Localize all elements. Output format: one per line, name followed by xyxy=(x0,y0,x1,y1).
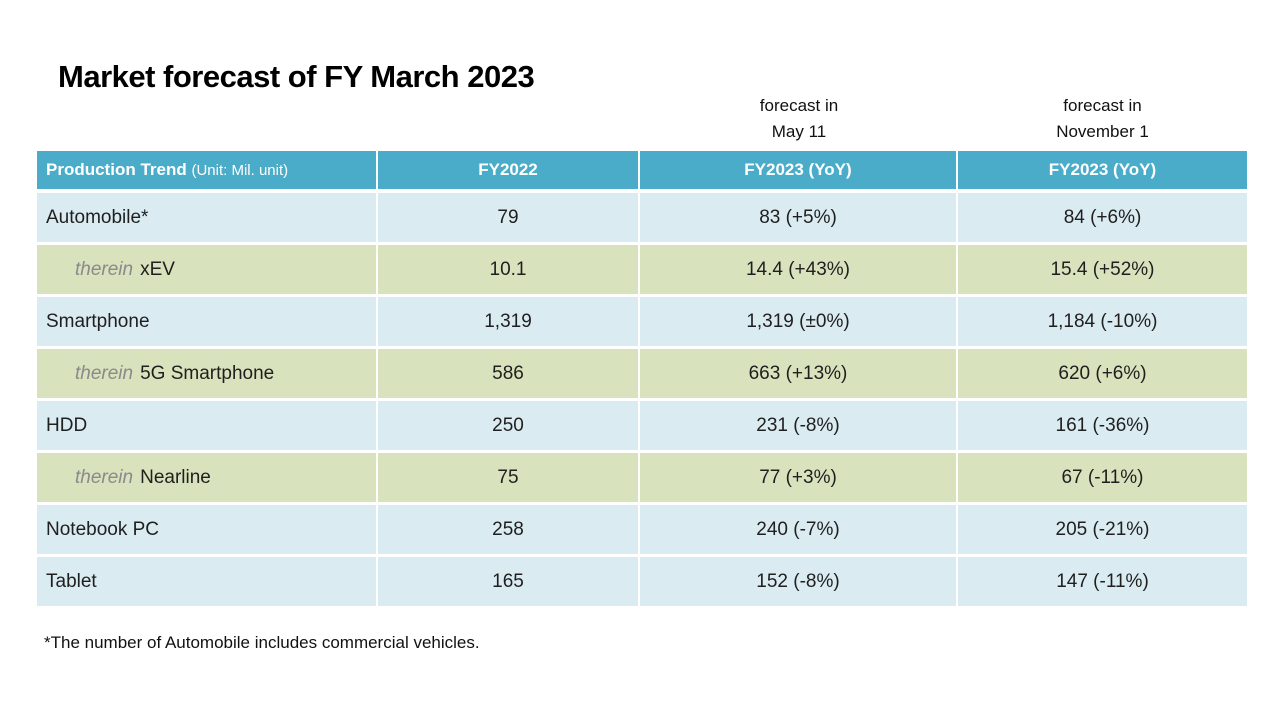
annotation-november-line1: forecast in xyxy=(1063,96,1142,115)
nov-forecast-cell: 15.4 (+52%) xyxy=(958,245,1247,297)
product-name: 5G Smartphone xyxy=(140,362,275,384)
product-name: xEV xyxy=(140,258,175,280)
nov-forecast-cell: 161 (-36%) xyxy=(958,401,1247,453)
table-row-smartphone xyxy=(37,297,1247,349)
annotation-may-line2: May 11 xyxy=(771,122,827,141)
nov-forecast-cell: 147 (-11%) xyxy=(958,557,1247,609)
may-forecast-cell: 83 (+5%) xyxy=(640,193,958,245)
therein-label: therein xyxy=(75,362,134,384)
product-cell xyxy=(37,557,378,609)
annotation-forecast-november xyxy=(958,93,1247,145)
table-row-xev xyxy=(37,245,1247,297)
col-header-fy2023-nov: FY2023 (YoY) xyxy=(958,151,1247,193)
product-name: Tablet xyxy=(46,570,97,592)
may-forecast-cell: 663 (+13%) xyxy=(640,349,958,401)
product-name: Nearline xyxy=(140,466,211,488)
product-cell xyxy=(37,297,378,349)
nov-forecast-cell: 84 (+6%) xyxy=(958,193,1247,245)
col-header-fy2023-may: FY2023 (YoY) xyxy=(640,151,958,193)
table-row-tablet xyxy=(37,557,1247,609)
product-cell xyxy=(37,349,378,401)
fy2022-cell: 79 xyxy=(378,193,640,245)
col-header-production-trend xyxy=(37,151,378,193)
table-row-nearline xyxy=(37,453,1247,505)
forecast-table xyxy=(37,151,1247,609)
page-title: Market forecast of FY March 2023 xyxy=(58,58,535,94)
product-name: Notebook PC xyxy=(46,518,160,540)
table-row-hdd xyxy=(37,401,1247,453)
may-forecast-cell: 77 (+3%) xyxy=(640,453,958,505)
may-forecast-cell: 231 (-8%) xyxy=(640,401,958,453)
may-forecast-cell: 14.4 (+43%) xyxy=(640,245,958,297)
fy2022-cell: 75 xyxy=(378,453,640,505)
footnote: *The number of Automobile includes commercial vehicles. xyxy=(44,633,480,652)
nov-forecast-cell: 1,184 (-10%) xyxy=(958,297,1247,349)
product-name: Smartphone xyxy=(46,310,150,332)
table-row-notebook-pc xyxy=(37,505,1247,557)
therein-label: therein xyxy=(75,258,134,280)
annotation-may-line1: forecast in xyxy=(759,96,839,115)
product-name: HDD xyxy=(46,414,88,436)
table-header-row xyxy=(37,151,1247,193)
therein-label: therein xyxy=(75,466,134,488)
col-header-fy2022: FY2022 xyxy=(378,151,640,193)
annotation-november-line2: November 1 xyxy=(1056,122,1149,141)
product-cell xyxy=(37,505,378,557)
product-cell xyxy=(37,245,378,297)
production-trend-label: Production Trend xyxy=(46,160,187,179)
table-row-automobile xyxy=(37,193,1247,245)
unit-label: (Unit: Mil. unit) xyxy=(191,162,289,179)
product-name: Automobile* xyxy=(46,206,149,228)
fy2022-cell: 10.1 xyxy=(378,245,640,297)
fy2022-cell: 165 xyxy=(378,557,640,609)
fy2022-cell: 1,319 xyxy=(378,297,640,349)
may-forecast-cell: 152 (-8%) xyxy=(640,557,958,609)
product-cell xyxy=(37,193,378,245)
product-cell xyxy=(37,453,378,505)
fy2022-cell: 258 xyxy=(378,505,640,557)
nov-forecast-cell: 620 (+6%) xyxy=(958,349,1247,401)
may-forecast-cell: 240 (-7%) xyxy=(640,505,958,557)
fy2022-cell: 586 xyxy=(378,349,640,401)
nov-forecast-cell: 67 (-11%) xyxy=(958,453,1247,505)
nov-forecast-cell: 205 (-21%) xyxy=(958,505,1247,557)
fy2022-cell: 250 xyxy=(378,401,640,453)
may-forecast-cell: 1,319 (±0%) xyxy=(640,297,958,349)
table-row-5g-smartphone xyxy=(37,349,1247,401)
product-cell xyxy=(37,401,378,453)
annotation-forecast-may xyxy=(640,93,958,145)
